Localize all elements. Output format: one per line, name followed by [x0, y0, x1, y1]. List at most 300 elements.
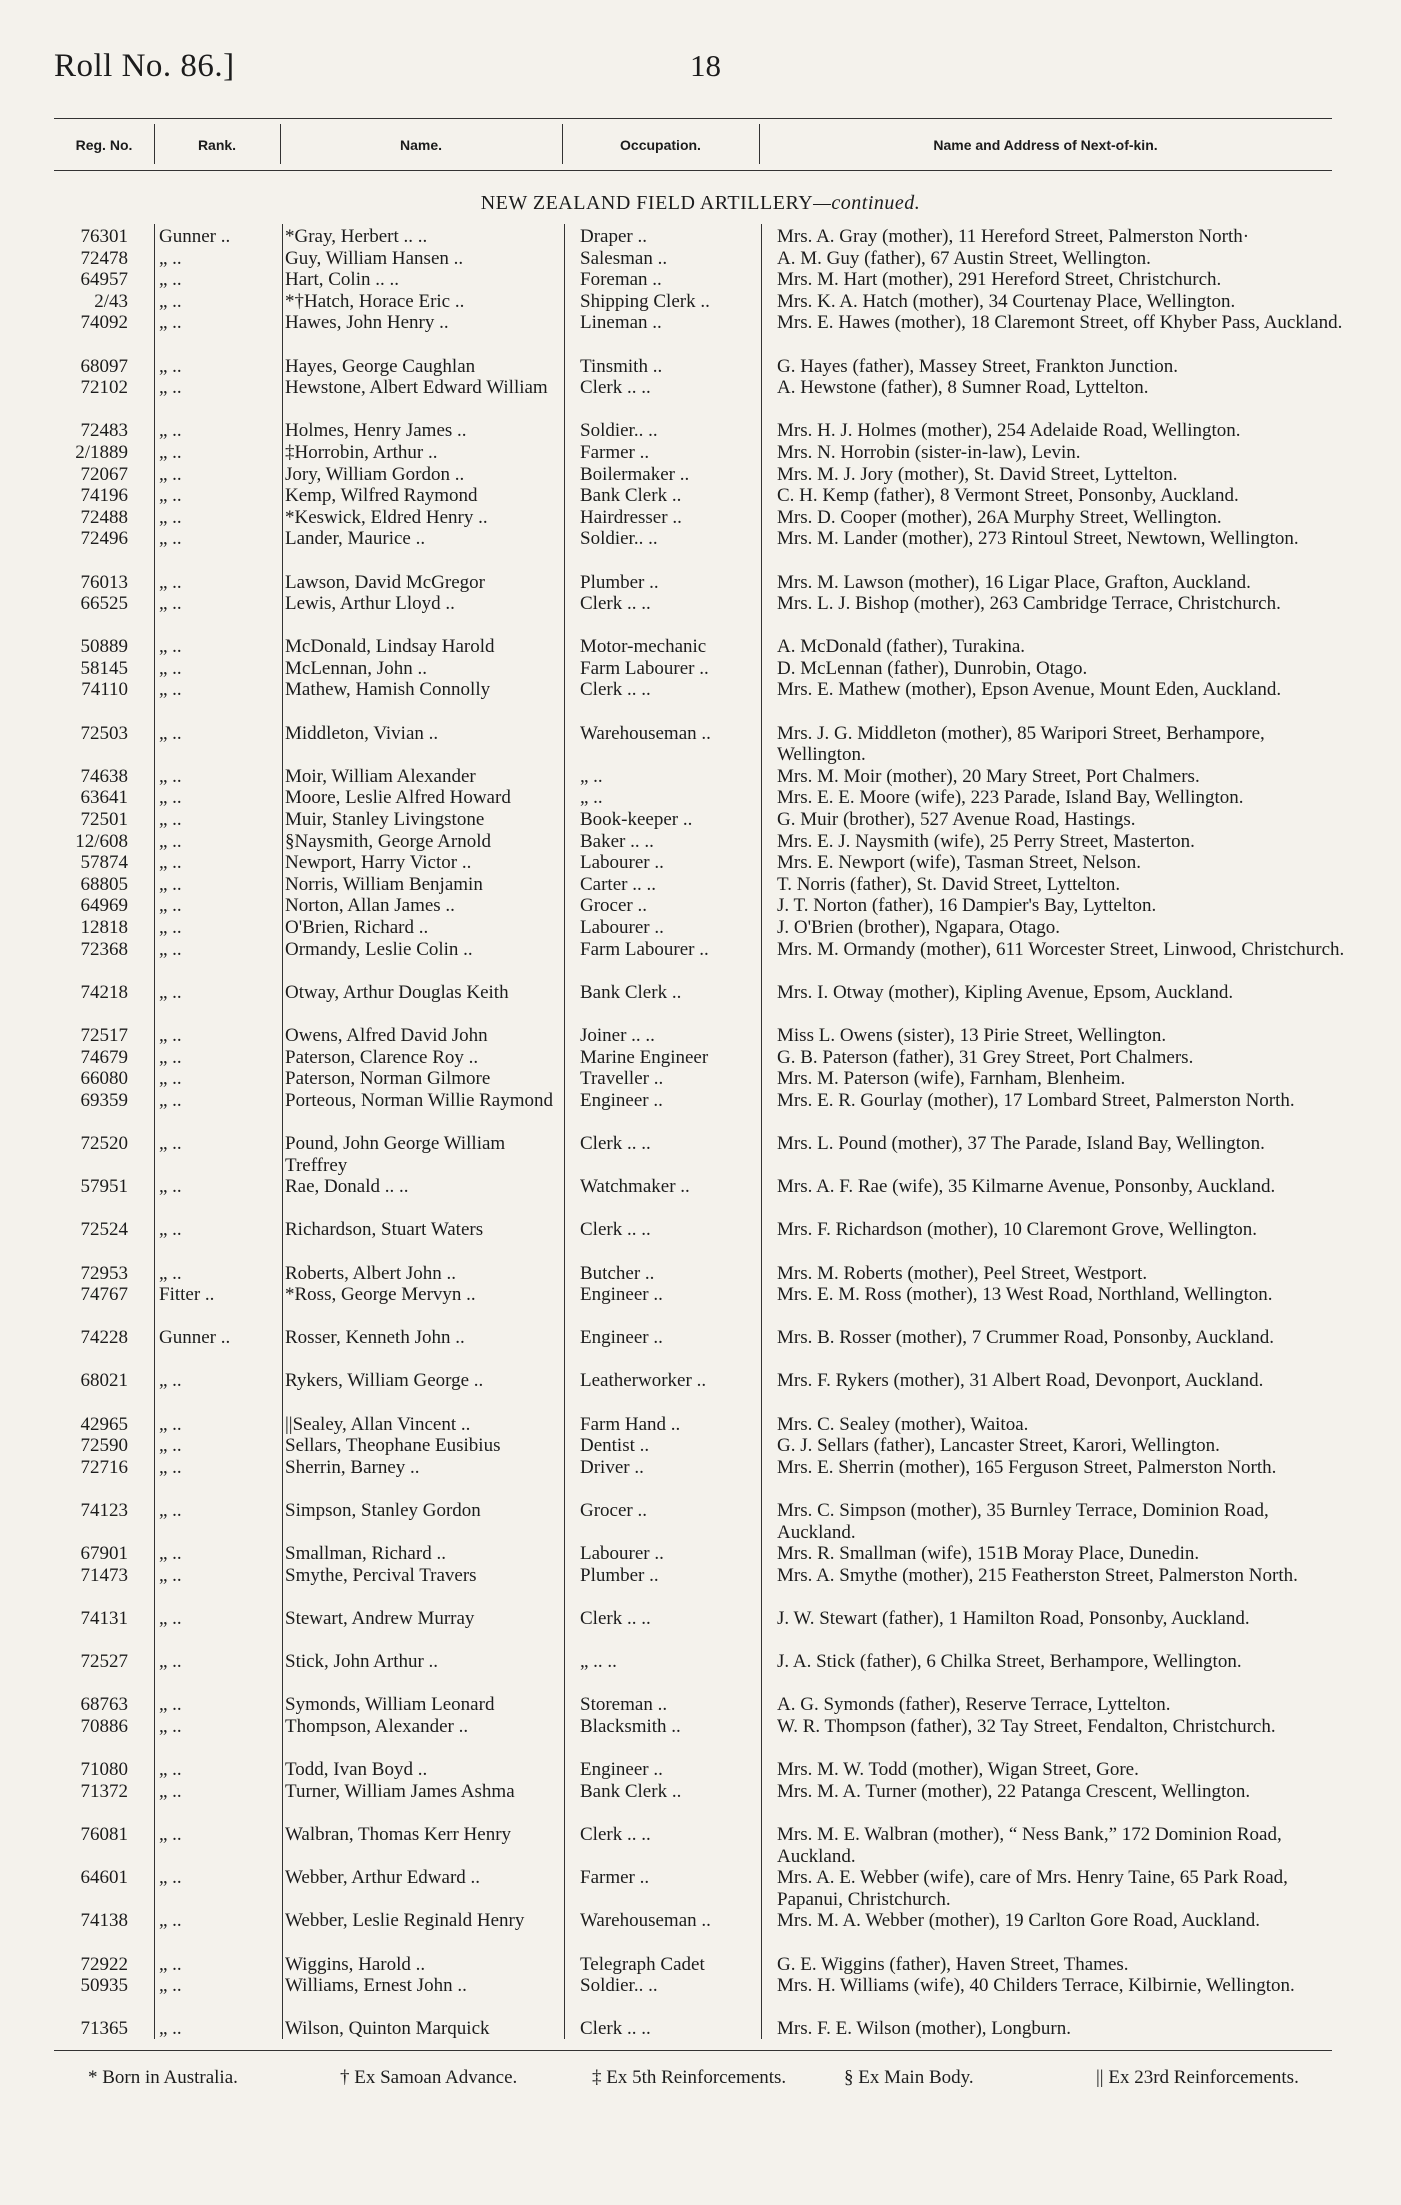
rank: „ ..	[159, 528, 182, 550]
table-row	[0, 874, 1401, 896]
rank: „ ..	[159, 571, 182, 593]
table-row	[0, 1716, 1401, 1759]
next-of-kin: Mrs. I. Otway (mother), Kipling Avenue, Epsom, Auckland.	[777, 981, 1234, 1003]
reg-number: 72102	[80, 377, 128, 399]
column-header-next-of-kin: Name and Address of Next-of-kin.	[933, 137, 1158, 153]
rank: „ ..	[159, 1953, 182, 1975]
table-row	[0, 1824, 1401, 1867]
next-of-kin: Mrs. N. Horrobin (sister-in-law), Levin.	[777, 441, 1081, 463]
occupation: Foreman ..	[580, 269, 662, 291]
table-row	[0, 377, 1401, 420]
reg-number: 74679	[80, 1046, 128, 1068]
occupation: Blacksmith ..	[580, 1715, 681, 1737]
next-of-kin: Mrs. A. E. Webber (wife), care of Mrs. Henry Taine, 65 Park Road, Papanui, Christchurch.	[777, 1867, 1288, 1910]
table-row	[0, 1651, 1401, 1694]
table-row	[0, 658, 1401, 680]
occupation: Dentist ..	[580, 1435, 650, 1457]
occupation: Farm Labourer ..	[580, 938, 709, 960]
table-row	[0, 1090, 1401, 1133]
table-row	[0, 1759, 1401, 1781]
occupation: Storeman ..	[580, 1694, 668, 1716]
occupation: Clerk .. ..	[580, 2018, 651, 2040]
table-row	[0, 1975, 1401, 2018]
occupation: Carter .. ..	[580, 873, 656, 895]
soldier-name: Sherrin, Barney ..	[285, 1456, 420, 1478]
occupation: Clerk .. ..	[580, 1823, 651, 1845]
soldier-name: Owens, Alfred David John	[285, 1024, 488, 1046]
soldier-name: Smythe, Percival Travers	[285, 1564, 477, 1586]
occupation: Salesman ..	[580, 247, 668, 269]
next-of-kin: Mrs. M. W. Todd (mother), Wigan Street, Gore.	[777, 1759, 1139, 1781]
soldier-name: Kemp, Wilfred Raymond	[285, 485, 478, 507]
rank: „ ..	[159, 1435, 182, 1457]
table-row	[0, 528, 1401, 571]
next-of-kin: G. J. Sellars (father), Lancaster Street, Karori, Wellington.	[777, 1435, 1220, 1457]
rank: Gunner ..	[159, 1327, 231, 1349]
table-row	[0, 1133, 1401, 1176]
occupation: Clerk .. ..	[580, 1219, 651, 1241]
next-of-kin: Mrs. H. J. Holmes (mother), 254 Adelaide Road, Wellington.	[777, 420, 1241, 442]
rank: „ ..	[159, 1262, 182, 1284]
soldier-name: Simpson, Stanley Gordon	[285, 1500, 481, 1522]
reg-number: 76301	[80, 226, 128, 247]
rank: „ ..	[159, 593, 182, 615]
rank: „ ..	[159, 269, 182, 291]
soldier-name: McLennan, John ..	[285, 657, 427, 679]
occupation: Soldier.. ..	[580, 1975, 658, 1997]
occupation: Book-keeper ..	[580, 809, 693, 831]
reg-number: 2/43	[94, 290, 128, 312]
soldier-name: Hawes, John Henry ..	[285, 312, 449, 334]
occupation: Warehouseman ..	[580, 722, 711, 744]
reg-number: 68021	[80, 1370, 128, 1392]
reg-number: 67901	[80, 1543, 128, 1565]
next-of-kin: A. Hewstone (father), 8 Sumner Road, Lyttelton.	[777, 377, 1149, 399]
soldier-name: Ormandy, Leslie Colin ..	[285, 938, 473, 960]
occupation: Traveller ..	[580, 1068, 664, 1090]
roster-list	[0, 226, 1401, 2040]
reg-number: 42965	[80, 1413, 128, 1435]
next-of-kin: Mrs. M. A. Turner (mother), 22 Patanga Crescent, Wellington.	[777, 1780, 1251, 1802]
soldier-name: Moir, William Alexander	[285, 765, 476, 787]
rank: „ ..	[159, 1046, 182, 1068]
occupation: Marine Engineer	[580, 1046, 709, 1068]
next-of-kin: Mrs. E. R. Gourlay (mother), 17 Lombard Street, Palmerston North.	[777, 1089, 1295, 1111]
reg-number: 74138	[80, 1910, 128, 1932]
next-of-kin: Miss L. Owens (sister), 13 Pirie Street, Wellington.	[777, 1024, 1167, 1046]
next-of-kin: C. H. Kemp (father), 8 Vermont Street, Ponsonby, Auckland.	[777, 485, 1239, 507]
table-row	[0, 679, 1401, 722]
soldier-name: Newport, Harry Victor ..	[285, 852, 472, 874]
soldier-name: Hart, Colin .. ..	[285, 269, 399, 291]
occupation: Soldier.. ..	[580, 528, 658, 550]
reg-number: 72496	[80, 528, 128, 550]
occupation: Joiner .. ..	[580, 1024, 655, 1046]
soldier-name: Porteous, Norman Willie Raymond	[285, 1089, 554, 1111]
occupation: Bank Clerk ..	[580, 485, 682, 507]
reg-number: 72520	[80, 1132, 128, 1154]
occupation: Hairdresser ..	[580, 506, 682, 528]
reg-number: 50889	[80, 636, 128, 658]
rank: „ ..	[159, 1867, 182, 1889]
rank: „ ..	[159, 1608, 182, 1629]
footnotes	[88, 2067, 1348, 2089]
column-header-reg-no: Reg. No.	[75, 137, 133, 153]
next-of-kin: Mrs. M. Roberts (mother), Peel Street, Westport.	[777, 1262, 1148, 1284]
soldier-name: Wilson, Quinton Marquick	[285, 2018, 490, 2040]
occupation: Farm Labourer ..	[580, 657, 709, 679]
occupation: Farmer ..	[580, 1867, 650, 1889]
rank: „ ..	[159, 1176, 182, 1198]
soldier-name: §Naysmith, George Arnold	[285, 830, 491, 852]
table-row	[0, 1910, 1401, 1953]
rank: „ ..	[159, 1715, 182, 1737]
reg-number: 74123	[80, 1500, 128, 1522]
reg-number: 74196	[80, 485, 128, 507]
column-divider	[759, 124, 760, 164]
occupation: „ ..	[580, 787, 603, 809]
table-row	[0, 226, 1401, 248]
next-of-kin: A. McDonald (father), Turakina.	[777, 636, 1026, 658]
rank: „ ..	[159, 1500, 182, 1522]
table-row	[0, 636, 1401, 658]
rank: „ ..	[159, 1759, 182, 1781]
reg-number: 71365	[80, 2018, 128, 2040]
next-of-kin: Mrs. F. Richardson (mother), 10 Claremont Grove, Wellington.	[777, 1219, 1257, 1241]
table-row	[0, 1327, 1401, 1370]
table-row	[0, 895, 1401, 917]
table-row	[0, 1414, 1401, 1436]
reg-number: 68763	[80, 1694, 128, 1716]
soldier-name: *Gray, Herbert .. ..	[285, 226, 428, 247]
rank: „ ..	[159, 441, 182, 463]
table-row	[0, 291, 1401, 313]
reg-number: 76081	[80, 1823, 128, 1845]
next-of-kin: J. T. Norton (father), 16 Dampier's Bay, Lyttelton.	[777, 895, 1157, 917]
occupation: Clerk .. ..	[580, 679, 651, 701]
soldier-name: *Ross, George Mervyn ..	[285, 1284, 476, 1306]
table-row	[0, 787, 1401, 809]
next-of-kin: Mrs. E. Hawes (mother), 18 Claremont Street, off Khyber Pass, Auckland.	[777, 312, 1343, 334]
reg-number: 74767	[80, 1284, 128, 1306]
table-row	[0, 1025, 1401, 1047]
next-of-kin: J. W. Stewart (father), 1 Hamilton Road, Ponsonby, Auckland.	[777, 1608, 1250, 1629]
next-of-kin: Mrs. H. Williams (wife), 40 Childers Terrace, Kilbirnie, Wellington.	[777, 1975, 1295, 1997]
reg-number: 72503	[80, 722, 128, 744]
soldier-name: Stewart, Andrew Murray	[285, 1608, 475, 1629]
rank: „ ..	[159, 895, 182, 917]
soldier-name: Lawson, David McGregor	[285, 571, 485, 593]
reg-number: 76013	[80, 571, 128, 593]
soldier-name: O'Brien, Richard ..	[285, 917, 429, 938]
table-row	[0, 809, 1401, 831]
rank: „ ..	[159, 765, 182, 787]
column-divider	[280, 124, 281, 164]
next-of-kin: G. Hayes (father), Massey Street, Frankton Junction.	[777, 355, 1179, 377]
table-row	[0, 766, 1401, 788]
occupation: Plumber ..	[580, 571, 659, 593]
table-row	[0, 1608, 1401, 1651]
table-row	[0, 2018, 1401, 2040]
table-row	[0, 269, 1401, 291]
table-row	[0, 312, 1401, 355]
next-of-kin: Mrs. F. E. Wilson (mother), Longburn.	[777, 2018, 1071, 2040]
soldier-name: Sellars, Theophane Eusibius	[285, 1435, 501, 1457]
next-of-kin: W. R. Thompson (father), 32 Tay Street, Fendalton, Christchurch.	[777, 1715, 1276, 1737]
reg-number: 72517	[80, 1024, 128, 1046]
reg-number: 74131	[80, 1608, 128, 1629]
reg-number: 70886	[80, 1715, 128, 1737]
section-title	[0, 192, 1401, 215]
soldier-name: ‡Horrobin, Arthur ..	[285, 441, 438, 463]
column-header-rank: Rank.	[197, 137, 237, 153]
rank: „ ..	[159, 679, 182, 701]
occupation: Bank Clerk ..	[580, 1780, 682, 1802]
occupation: Motor-mechanic	[580, 636, 707, 658]
table-row	[0, 852, 1401, 874]
section-title-text: NEW ZEALAND FIELD ARTILLERY	[480, 192, 814, 214]
rank: „ ..	[159, 1068, 182, 1090]
soldier-name: Symonds, William Leonard	[285, 1694, 495, 1716]
column-divider	[562, 124, 563, 164]
occupation: Clerk .. ..	[580, 1608, 651, 1629]
reg-number: 71372	[80, 1780, 128, 1802]
footnote: † Ex Samoan Advance.	[340, 2067, 518, 2088]
next-of-kin: Mrs. M. J. Jory (mother), St. David Street, Lyttelton.	[777, 463, 1178, 485]
reg-number: 72067	[80, 463, 128, 485]
soldier-name: Otway, Arthur Douglas Keith	[285, 981, 509, 1003]
reg-number: 63641	[80, 787, 128, 809]
table-row	[0, 831, 1401, 853]
reg-number: 68097	[80, 355, 128, 377]
rank: „ ..	[159, 420, 182, 442]
rank: „ ..	[159, 1132, 182, 1154]
rank: „ ..	[159, 355, 182, 377]
next-of-kin: Mrs. K. A. Hatch (mother), 34 Courtenay Place, Wellington.	[777, 290, 1236, 312]
rank: „ ..	[159, 1219, 182, 1241]
reg-number: 72590	[80, 1435, 128, 1457]
occupation: Boilermaker ..	[580, 463, 690, 485]
soldier-name: Lander, Maurice ..	[285, 528, 426, 550]
reg-number: 57951	[80, 1176, 128, 1198]
table-row	[0, 1219, 1401, 1262]
rank: „ ..	[159, 485, 182, 507]
table-row	[0, 1047, 1401, 1069]
reg-number: 72368	[80, 938, 128, 960]
table-row	[0, 1263, 1401, 1285]
occupation: Labourer ..	[580, 1543, 664, 1565]
rank: „ ..	[159, 2018, 182, 2040]
table-row	[0, 1284, 1401, 1327]
soldier-name: Wiggins, Harold ..	[285, 1953, 426, 1975]
table-row	[0, 507, 1401, 529]
rank: „ ..	[159, 1089, 182, 1111]
rank: „ ..	[159, 247, 182, 269]
rank: „ ..	[159, 809, 182, 831]
occupation: Labourer ..	[580, 917, 664, 938]
occupation: Clerk .. ..	[580, 1132, 651, 1154]
footnote: ‡ Ex 5th Reinforcements.	[592, 2067, 787, 2088]
column-divider	[154, 124, 155, 164]
next-of-kin: Mrs. A. Gray (mother), 11 Hereford Street, Palmerston North·	[777, 226, 1250, 247]
next-of-kin: Mrs. E. Sherrin (mother), 165 Ferguson Street, Palmerston North.	[777, 1456, 1277, 1478]
occupation: Grocer ..	[580, 895, 647, 917]
occupation: Engineer ..	[580, 1327, 663, 1349]
reg-number: 74638	[80, 765, 128, 787]
occupation: Shipping Clerk ..	[580, 290, 710, 312]
rank: „ ..	[159, 1413, 182, 1435]
reg-number: 72488	[80, 506, 128, 528]
next-of-kin: Mrs. M. Moir (mother), 20 Mary Street, Port Chalmers.	[777, 765, 1200, 787]
occupation: Telegraph Cadet	[580, 1953, 705, 1975]
table-row	[0, 1457, 1401, 1500]
table-row	[0, 1435, 1401, 1457]
section-title-suffix: —continued.	[813, 192, 921, 214]
reg-number: 64969	[80, 895, 128, 917]
table-row	[0, 248, 1401, 270]
occupation: Labourer ..	[580, 852, 664, 874]
rank: „ ..	[159, 787, 182, 809]
table-row	[0, 593, 1401, 636]
soldier-name: Pound, John George William Treffrey	[285, 1132, 506, 1176]
rank: „ ..	[159, 917, 182, 938]
occupation: Farmer ..	[580, 441, 650, 463]
soldier-name: Webber, Leslie Reginald Henry	[285, 1910, 525, 1932]
occupation: „ .. ..	[580, 1651, 617, 1673]
soldier-name: McDonald, Lindsay Harold	[285, 636, 495, 658]
soldier-name: Norton, Allan James ..	[285, 895, 455, 917]
soldier-name: Turner, William James Ashma	[285, 1780, 515, 1802]
reg-number: 57874	[80, 852, 128, 874]
rank: „ ..	[159, 506, 182, 528]
rank: „ ..	[159, 312, 182, 334]
rank: „ ..	[159, 1694, 182, 1716]
rank: „ ..	[159, 1456, 182, 1478]
soldier-name: *Keswick, Eldred Henry ..	[285, 506, 488, 528]
soldier-name: Webber, Arthur Edward ..	[285, 1867, 481, 1889]
soldier-name: Williams, Ernest John ..	[285, 1975, 467, 1997]
next-of-kin: J. O'Brien (brother), Ngapara, Otago.	[777, 917, 1061, 938]
rank: „ ..	[159, 981, 182, 1003]
reg-number: 72953	[80, 1262, 128, 1284]
reg-number: 12818	[80, 917, 128, 938]
reg-number: 58145	[80, 657, 128, 679]
soldier-name: *†Hatch, Horace Eric ..	[285, 290, 465, 312]
table-row	[0, 1781, 1401, 1824]
occupation: Tinsmith ..	[580, 355, 663, 377]
table-row	[0, 1370, 1401, 1413]
occupation: Warehouseman ..	[580, 1910, 711, 1932]
reg-number: 66080	[80, 1068, 128, 1090]
soldier-name: Hayes, George Caughlan	[285, 355, 476, 377]
reg-number: 69359	[80, 1089, 128, 1111]
next-of-kin: Mrs. J. G. Middleton (mother), 85 Waripori Street, Berhampore, Wellington.	[777, 722, 1265, 766]
reg-number: 72524	[80, 1219, 128, 1241]
next-of-kin: Mrs. A. F. Rae (wife), 35 Kilmarne Avenue, Ponsonby, Auckland.	[777, 1176, 1276, 1198]
occupation: Clerk .. ..	[580, 377, 651, 399]
occupation: Farm Hand ..	[580, 1413, 681, 1435]
rank: „ ..	[159, 463, 182, 485]
next-of-kin: Mrs. L. Pound (mother), 37 The Parade, Island Bay, Wellington.	[777, 1132, 1265, 1154]
next-of-kin: G. Muir (brother), 527 Avenue Road, Hastings.	[777, 809, 1136, 831]
table-row	[0, 442, 1401, 464]
soldier-name: Thompson, Alexander ..	[285, 1715, 469, 1737]
footnote: || Ex 23rd Reinforcements.	[1096, 2067, 1299, 2088]
table-row	[0, 1867, 1401, 1910]
table-row	[0, 1500, 1401, 1543]
reg-number: 72716	[80, 1456, 128, 1478]
table-row	[0, 485, 1401, 507]
footer-rule	[54, 2050, 1332, 2051]
soldier-name: ||Sealey, Allan Vincent ..	[285, 1413, 471, 1435]
reg-number: 64601	[80, 1867, 128, 1889]
next-of-kin: T. Norris (father), St. David Street, Lyttelton.	[777, 873, 1121, 895]
rank: „ ..	[159, 377, 182, 399]
reg-number: 68805	[80, 873, 128, 895]
soldier-name: Moore, Leslie Alfred Howard	[285, 787, 511, 809]
column-header-name: Name.	[399, 137, 443, 153]
occupation: Driver ..	[580, 1456, 644, 1478]
next-of-kin: Mrs. D. Cooper (mother), 26A Murphy Street, Wellington.	[777, 506, 1222, 528]
occupation: Bank Clerk ..	[580, 981, 682, 1003]
next-of-kin: Mrs. R. Smallman (wife), 151B Moray Place, Dunedin.	[777, 1543, 1200, 1565]
next-of-kin: Mrs. C. Sealey (mother), Waitoa.	[777, 1413, 1029, 1435]
next-of-kin: Mrs. M. Lawson (mother), 16 Ligar Place, Grafton, Auckland.	[777, 571, 1251, 593]
reg-number: 72922	[80, 1953, 128, 1975]
table-row	[0, 939, 1401, 982]
soldier-name: Todd, Ivan Boyd ..	[285, 1759, 428, 1781]
next-of-kin: Mrs. A. Smythe (mother), 215 Featherston Street, Palmerston North.	[777, 1564, 1298, 1586]
rank: Fitter ..	[159, 1284, 215, 1306]
next-of-kin: Mrs. M. E. Walbran (mother), “ Ness Bank,” 172 Dominion Road, Auckland.	[777, 1823, 1282, 1867]
soldier-name: Rae, Donald .. ..	[285, 1176, 409, 1198]
reg-number: 12/608	[75, 830, 128, 852]
rank: „ ..	[159, 1780, 182, 1802]
next-of-kin: Mrs. E. J. Naysmith (wife), 25 Perry Street, Masterton.	[777, 830, 1195, 852]
next-of-kin: A. M. Guy (father), 67 Austin Street, Wellington.	[777, 247, 1151, 269]
occupation: Soldier.. ..	[580, 420, 658, 442]
soldier-name: Hewstone, Albert Edward William	[285, 377, 548, 399]
table-row	[0, 1954, 1401, 1976]
rank: „ ..	[159, 1910, 182, 1932]
occupation: Engineer ..	[580, 1089, 663, 1111]
table-row	[0, 917, 1401, 939]
next-of-kin: G. E. Wiggins (father), Haven Street, Thames.	[777, 1953, 1129, 1975]
soldier-name: Walbran, Thomas Kerr Henry	[285, 1823, 512, 1845]
reg-number: 74218	[80, 981, 128, 1003]
rank: „ ..	[159, 1975, 182, 1997]
occupation: Butcher ..	[580, 1262, 655, 1284]
rank: „ ..	[159, 938, 182, 960]
next-of-kin: Mrs. M. A. Webber (mother), 19 Carlton Gore Road, Auckland.	[777, 1910, 1261, 1932]
occupation: Baker .. ..	[580, 830, 654, 852]
reg-number: 71473	[80, 1564, 128, 1586]
occupation: „ ..	[580, 765, 603, 787]
soldier-name: Mathew, Hamish Connolly	[285, 679, 491, 701]
roll-number: Roll No. 86.]	[54, 48, 235, 84]
next-of-kin: Mrs. E. M. Ross (mother), 13 West Road, Northland, Wellington.	[777, 1284, 1273, 1306]
footnote: * Born in Australia.	[88, 2067, 238, 2088]
rank: „ ..	[159, 657, 182, 679]
soldier-name: Rykers, William George ..	[285, 1370, 484, 1392]
reg-number: 74110	[81, 679, 128, 701]
next-of-kin: A. G. Symonds (father), Reserve Terrace, Lyttelton.	[777, 1694, 1171, 1716]
rank: „ ..	[159, 290, 182, 312]
rank: „ ..	[159, 1823, 182, 1845]
reg-number: 71080	[80, 1759, 128, 1781]
soldier-name: Holmes, Henry James ..	[285, 420, 467, 442]
occupation: Draper ..	[580, 226, 647, 247]
